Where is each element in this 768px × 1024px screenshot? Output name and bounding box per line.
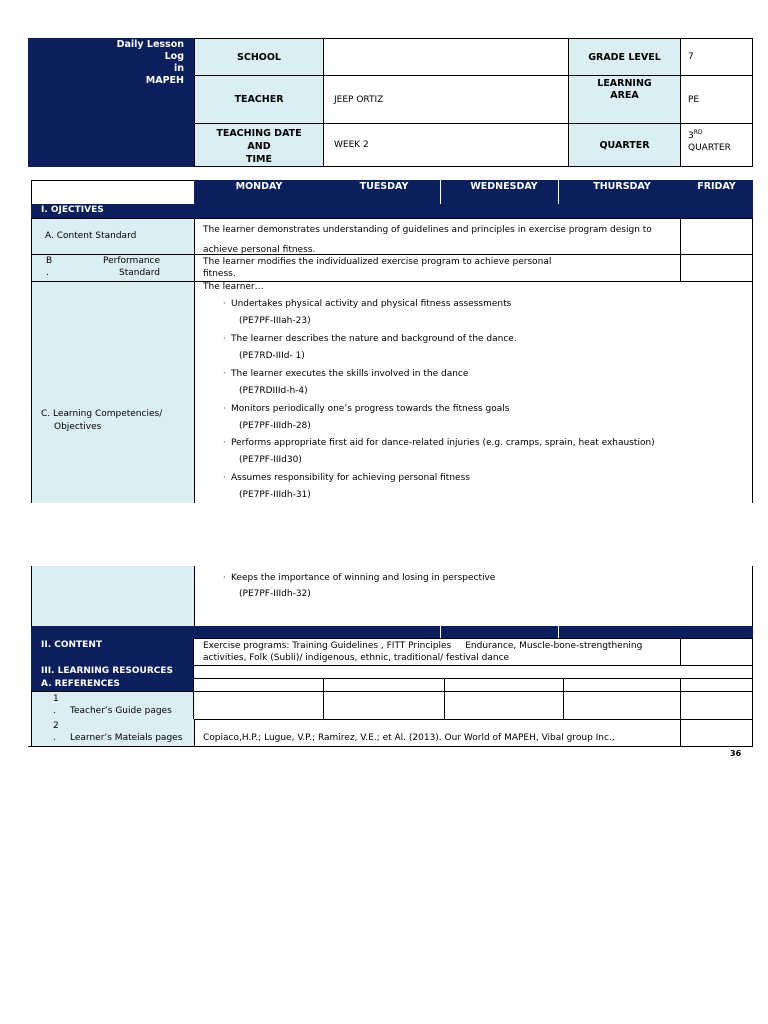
objectives-section-header xyxy=(31,204,753,218)
learners-materials-value: Copiaco,H.P.; Lugue, V.P.; Ramirez, V.E.; et Al. (2013). Our World of MAPEH, Vibal group Inc., xyxy=(203,733,615,743)
bullet-icon: · xyxy=(223,473,226,482)
learning-resources-row xyxy=(193,665,753,679)
grade-level-label: GRADE LEVEL xyxy=(568,38,681,76)
competency-code: (PE7RD-IIId- 1) xyxy=(239,351,305,361)
competency-item: Assumes responsibility for achieving personal fitness xyxy=(231,473,470,483)
teachers-guide-row xyxy=(193,691,753,720)
teaching-date-label: TEACHING DATE AND TIME xyxy=(194,123,324,167)
competency-code: (PE7PF-IIIdh-31) xyxy=(239,490,311,500)
references-row xyxy=(193,678,753,692)
competency-code: (PE7PF-IIIdh-28) xyxy=(239,421,311,431)
competency-code: (PE7PF-IIIdh-32) xyxy=(239,589,311,599)
day-thursday: THURSDAY xyxy=(593,181,651,192)
content-text: Exercise programs: Training Guidelines , FITT Principles Endurance, Muscle-bone-strengthening activities, Folk (Subli)/ indigenous, ethnic, traditional/ festival dance xyxy=(203,641,643,663)
performance-word2: Standard xyxy=(119,268,160,278)
performance-b: B xyxy=(46,256,53,266)
bullet-icon: · xyxy=(223,334,226,343)
teacher-label: TEACHER xyxy=(194,75,324,124)
competency-item: The learner executes the skills involved in the dance xyxy=(231,369,469,379)
competency-item: Keeps the importance of winning and losing in perspective xyxy=(231,573,496,583)
competency-code: (PE7PF-IIId30) xyxy=(239,455,302,465)
day-header-blank xyxy=(31,180,195,205)
bullet-icon: · xyxy=(223,438,226,447)
references-label: A. REFERENCES xyxy=(41,679,120,689)
competency-item: Undertakes physical activity and physical fitness assessments xyxy=(231,299,512,309)
competency-item: The learner describes the nature and background of the dance. xyxy=(231,334,517,344)
day-friday: FRIDAY xyxy=(697,181,736,192)
performance-dot: . xyxy=(46,268,49,278)
competency-code: (PE7PF-IIIah-23) xyxy=(239,316,311,326)
competencies-continued-left xyxy=(31,566,194,627)
content-label-cell xyxy=(31,638,194,666)
day-wednesday: WEDNESDAY xyxy=(470,181,538,192)
teachers-guide-label: Teacher’s Guide pages xyxy=(70,706,172,716)
grade-level-value: 7 xyxy=(680,38,753,76)
teachers-guide-num: 1 xyxy=(53,694,59,704)
learners-materials-dot: . xyxy=(53,733,56,743)
day-tuesday: TUESDAY xyxy=(359,181,409,192)
competency-item: Performs appropriate first aid for dance-related injuries (e.g. cramps, sprain, heat exhaustion) xyxy=(231,438,655,448)
learners-materials-label: Learner’s Mateials pages xyxy=(70,733,183,743)
school-label: SCHOOL xyxy=(194,38,324,76)
school-value xyxy=(323,38,569,76)
teachers-guide-dot: . xyxy=(53,706,56,716)
competency-code: (PE7RDIIId-h-4) xyxy=(239,386,308,396)
content-label: II. CONTENT xyxy=(41,640,102,650)
teaching-date-value: WEEK 2 xyxy=(323,123,569,167)
page-number: 36 xyxy=(730,749,742,758)
bullet-icon: · xyxy=(223,299,226,308)
bullet-icon: · xyxy=(223,573,226,582)
day-monday: MONDAY xyxy=(235,181,283,192)
learners-materials-num: 2 xyxy=(53,721,59,731)
quarter-value: 3RD QUARTER xyxy=(680,123,753,167)
references-label-cell xyxy=(31,678,194,692)
learning-area-label: LEARNING AREA xyxy=(568,75,681,124)
quarter-label: QUARTER xyxy=(568,123,681,167)
learning-resources-label-cell xyxy=(31,665,194,679)
content-standard-label: A. Content Standard xyxy=(45,231,137,241)
bullet-icon: · xyxy=(223,369,226,378)
learning-area-value: PE xyxy=(680,75,753,124)
competency-item: Monitors periodically one’s progress towards the fitness goals xyxy=(231,404,510,414)
competencies-intro: The learner… xyxy=(203,282,264,292)
bullet-icon: · xyxy=(223,404,226,413)
learning-resources-label: III. LEARNING RESOURCES xyxy=(41,666,173,676)
dll-title-block xyxy=(28,38,194,167)
competencies-label: C. Learning Competencies/ Objectives xyxy=(41,409,163,432)
dll-title: Daily Lesson Log in MAPEH xyxy=(116,39,184,86)
content-standard-text: The learner demonstrates understanding of guidelines and principles in exercise program design to achieve personal fitness. xyxy=(203,225,652,255)
objectives-label: I. OJECTIVES xyxy=(41,205,104,215)
performance-word1: Performance xyxy=(103,256,161,266)
teacher-value: JEEP ORTIZ xyxy=(323,75,569,124)
performance-standard-text: The learner modifies the individualized exercise program to achieve personal fitness. xyxy=(203,257,552,279)
